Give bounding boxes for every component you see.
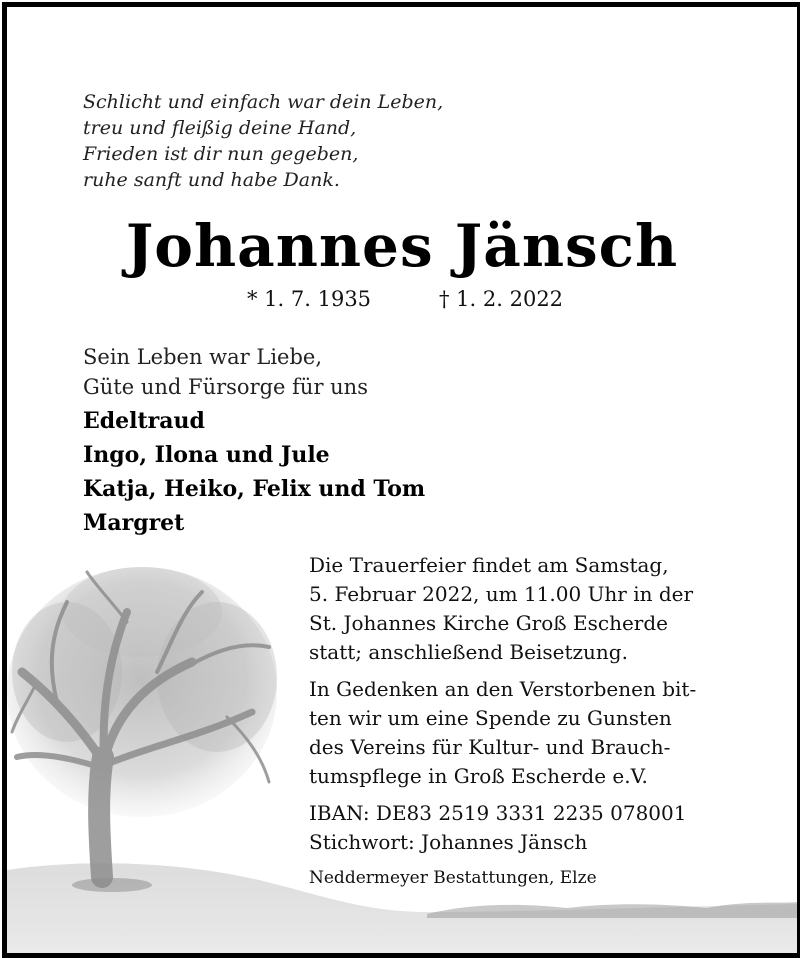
- birth-date: * 1. 7. 1935: [247, 287, 372, 311]
- family-member: Katja, Heiko, Felix und Tom: [83, 476, 426, 502]
- poem-line: Schlicht und einfach war dein Leben,: [83, 91, 444, 113]
- poem-line: ruhe sanft und habe Dank.: [83, 169, 340, 191]
- memorial-poem: [83, 89, 443, 193]
- service-information: [309, 551, 729, 889]
- obituary-notice: [2, 2, 800, 958]
- distant-hills: [427, 902, 797, 918]
- family-member: Margret: [83, 510, 185, 536]
- donation-line: ten wir um eine Spende zu Gunsten: [309, 706, 672, 730]
- family-member: Edeltraud: [83, 408, 205, 434]
- motto-line: Sein Leben war Liebe,: [83, 345, 323, 369]
- bank-details: [309, 799, 729, 857]
- donation-line: tumspflege in Groß Escherde e.V.: [309, 764, 648, 788]
- family-member: Ingo, Ilona und Jule: [83, 442, 330, 468]
- memorial-motto: [83, 342, 368, 402]
- family-signatures: [83, 404, 425, 540]
- donation-line: In Gedenken an den Verstorbenen bit-: [309, 677, 697, 701]
- motto-line: Güte und Fürsorge für uns: [83, 375, 368, 399]
- poem-line: Frieden ist dir nun gegeben,: [83, 143, 359, 165]
- donation-request-text: [309, 675, 729, 791]
- service-line: Die Trauerfeier findet am Samstag,: [309, 553, 669, 577]
- funeral-service-text: [309, 551, 729, 667]
- service-line: statt; anschließend Beisetzung.: [309, 640, 628, 664]
- donation-line: des Vereins für Kultur- und Brauch-: [309, 735, 671, 759]
- service-line: 5. Februar 2022, um 11.00 Uhr in der: [309, 582, 694, 606]
- iban: IBAN: DE83 2519 3331 2235 078001: [309, 801, 687, 825]
- service-line: St. Johannes Kirche Groß Escherde: [309, 611, 668, 635]
- poem-line: treu und fleißig deine Hand,: [83, 117, 357, 139]
- death-date: † 1. 2. 2022: [439, 287, 564, 311]
- donation-keyword: Stichwort: Johannes Jänsch: [309, 830, 588, 854]
- undertaker-name: Neddermeyer Bestattungen, Elze: [309, 868, 597, 888]
- deceased-name: Johannes Jänsch: [125, 212, 679, 280]
